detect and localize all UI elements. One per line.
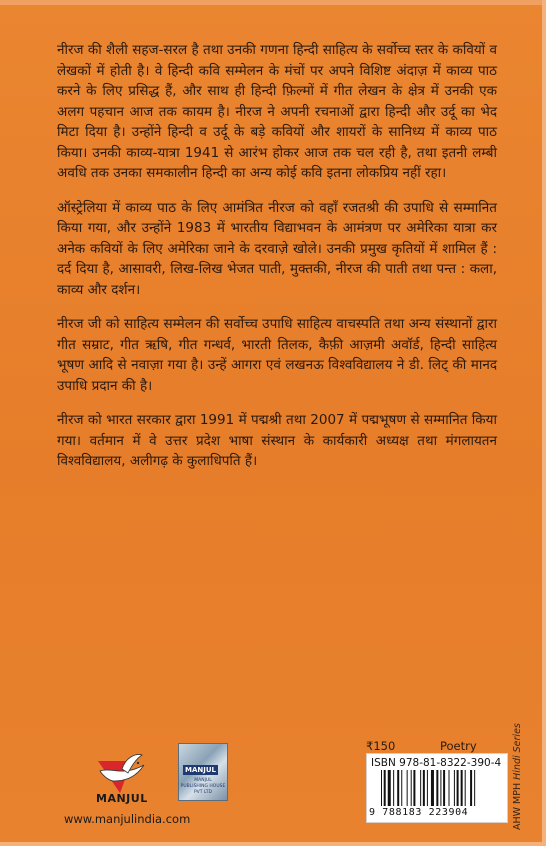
cover-edge-top	[0, 0, 546, 5]
series-name: Hindi Series	[512, 723, 523, 780]
series-label	[512, 720, 526, 830]
publisher-logo-wordmark: MANJUL	[96, 792, 148, 805]
barcode-digits: 9 788183 223904	[369, 807, 469, 818]
isbn-number: ISBN 978-81-8322-390-4	[371, 757, 502, 769]
cover-edge-right	[542, 0, 546, 846]
blurb-paragraph-1: नीरज की शैली सहज-सरल है तथा उनकी गणना हिन्दी साहित्य के सर्वोच्च स्तर के कवियों व लेखकों में होती है। वे हिन्दी कवि सम्मेलन के मंचों पर अपने विशिष्ट अंदाज़ में काव्य पाठ करने के लिए प्रसिद्ध हैं, और साथ ही हिन्दी फ़िल्मों में गीत लेखन के क्षेत्र में उनकी एक अलग पहचान आज तक कायम है। नीरज ने अपनी रचनाओं द्वारा हिन्दी और उर्दू का भेद मिटा दिया है। उन्होंने हिन्दी व उर्दू के बड़े कवियों और शायरों के सानिध्य में काव्य पाठ किया। उनकी काव्य-यात्रा 1941 से आरंभ होकर आज तक चल रही है, तथा इतनी लम्बी अवधि तक उनका समकालीन हिन्दी का अन्य कोई कवि इतना लोकप्रिय नहीं रहा।	[57, 42, 497, 181]
sticker-brand: MANJUL	[185, 766, 216, 774]
author-blurb	[57, 40, 497, 486]
blurb-paragraph-3: नीरज जी को साहित्य सम्मेलन की सर्वोच्च उपाधि साहित्य वाचस्पति तथा अन्य संस्थानों द्वारा गीत सम्राट, गीत ऋषि, गीत गन्धर्व, भारती तिलक, कैफ़ी आज़मी अवॉर्ड, हिन्दी साहित्य भूषण आदि से नवाज़ा गया है। उन्हें आगरा एवं लखनऊ विश्वविद्यालय ने डी. लिट् की मानद उपाधि प्रदान की है।	[57, 316, 497, 394]
barcode-icon	[381, 770, 493, 806]
publisher-website: www.manjulindia.com	[64, 812, 191, 826]
sticker-text: MANJUL PUBLISHING HOUSE PVT LTD	[180, 778, 226, 795]
price-label: ₹150	[366, 739, 396, 753]
blurb-paragraph-4: नीरज को भारत सरकार द्वारा 1991 में पद्मश्री तथा 2007 में पद्मभूषण से सम्मानित किया गया। वर्तमान में वे उत्तर प्रदेश भाषा संस्थान के कार्यकारी अध्यक्ष तथा मंगलायतन विश्वविद्यालय, अलीगढ़ के कुलाधिपति हैं।	[57, 412, 497, 469]
isbn-barcode-box	[366, 753, 508, 823]
series-prefix: AHW MPH	[512, 779, 523, 830]
blurb-paragraph-2: ऑस्ट्रेलिया में काव्य पाठ के लिए आमंत्रित नीरज को वहाँ रजतश्री की उपाधि से सम्मानित किया गया, और उन्होंने 1983 में भारतीय विद्याभवन के आमंत्रण पर अमेरिका यात्रा कर अनेक कवियों के लिए अमेरिका जाने के दरवाज़े खोले। उनकी प्रमुख कृतियों में शामिल हैं : दर्द दिया है, आसावरी, लिख-लिख भेजत पाती, मुक्तकी, नीरज की पाती तथा पन्त : कला, काव्य और दर्शन।	[57, 199, 497, 298]
cover-edge-bottom	[0, 842, 546, 846]
category-label: Poetry	[440, 739, 477, 753]
